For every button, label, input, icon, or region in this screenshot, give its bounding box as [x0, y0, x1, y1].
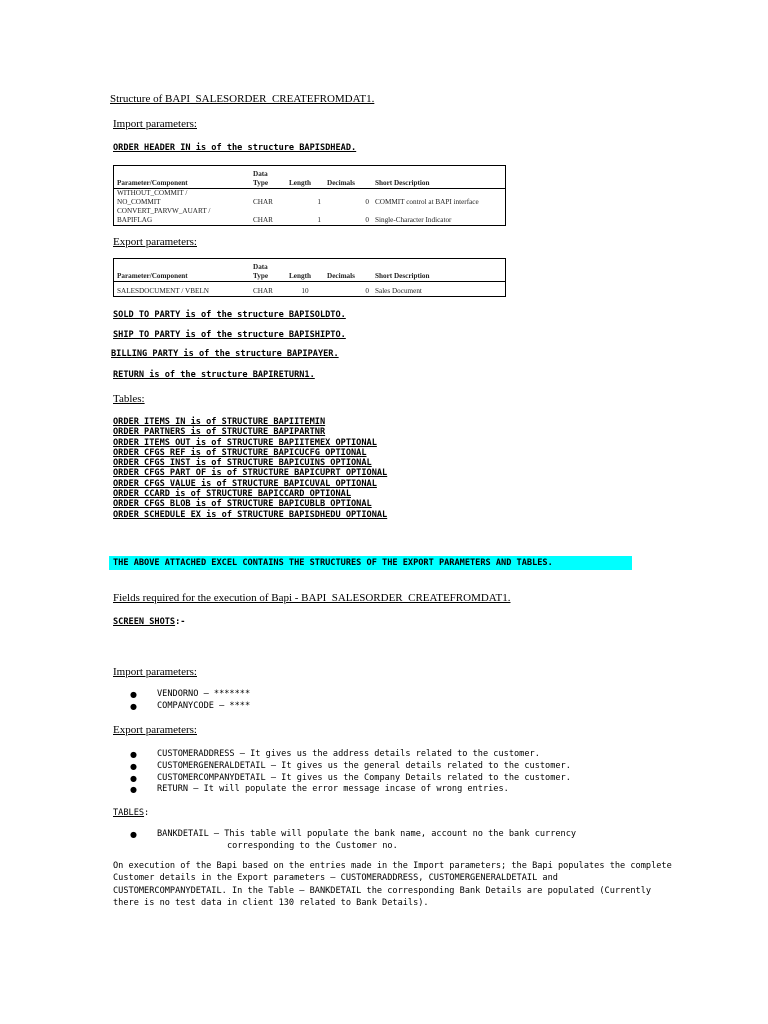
bullet-icon: ●: [130, 690, 137, 699]
export-parameters-heading-2: Export parameters:: [113, 724, 197, 736]
import-parameters-table: [113, 165, 506, 226]
bullet-icon: ●: [130, 750, 137, 759]
tables-heading-2: TABLES:: [113, 808, 150, 818]
tables-heading: Tables:: [113, 393, 145, 405]
bullet-icon: ●: [130, 830, 137, 839]
document-title: Structure of BAPI_SALESORDER_CREATEFROMDAT1.: [110, 93, 375, 105]
import-bullet-list: [130, 689, 250, 713]
list-item: ORDER_CFGS_VALUE is of STRUCTURE BAPICUVAL OPTIONAL: [113, 478, 377, 489]
list-item: ● CUSTOMERGENERALDETAIL – It gives us the general details related to the customer.: [130, 760, 571, 771]
bullet-icon: ●: [130, 785, 137, 795]
table-row: [114, 282, 506, 297]
header-decimals: Decimals: [324, 166, 372, 189]
structure-line: RETURN is of the structure BAPIRETURN1.: [113, 370, 315, 380]
import-parameters-heading: Import parameters:: [113, 118, 197, 130]
closing-paragraph: On execution of the Bapi based on the entries made in the Import parameters; the Bapi populates the complete Customer details in the Export parameters – CUSTOMERADDRESS, CUSTOMERGENERALDETAIL and CUSTOMERCOMPANYDETAIL. In the Table – BANKDETAIL the corresponding Bank Details are populated (Currently there is no test data in client 130 related to Bank Details).: [113, 861, 672, 909]
list-item: ORDER_SCHEDULE_EX is of STRUCTURE BAPISDHEDU OPTIONAL: [113, 509, 388, 520]
list-item: ● CUSTOMERCOMPANYDETAIL – It gives us the Company Details related to the customer.: [130, 772, 571, 783]
highlighted-note-text: THE ABOVE ATTACHED EXCEL CONTAINS THE STRUCTURES OF THE EXPORT PARAMETERS AND TABLES.: [113, 558, 553, 568]
list-item: ORDER_CFGS_PART_OF is of STRUCTURE BAPICUPRT OPTIONAL: [113, 468, 388, 479]
bullet-icon: ●: [130, 761, 137, 771]
row-decimals: 0: [365, 287, 369, 295]
list-item: ORDER_CCARD is of STRUCTURE BAPICCARD OPTIONAL: [113, 489, 351, 500]
row-type: CHAR: [253, 216, 273, 224]
list-item: ● VENDORNO – *******: [130, 689, 251, 699]
row-length: 1: [317, 216, 321, 224]
row-desc: COMMIT control at BAPI interface: [375, 198, 479, 206]
header-type: Data Type: [250, 166, 286, 189]
header-desc: Short Description: [372, 259, 506, 282]
row-length: 10: [301, 287, 309, 295]
tables-bullet-list: [130, 829, 576, 841]
export-parameters-table: [113, 258, 506, 297]
highlighted-note: [109, 556, 632, 570]
header-desc: Short Description: [372, 166, 506, 189]
list-item: ORDER_CFGS_BLOB is of STRUCTURE BAPICUBLB OPTIONAL: [113, 499, 372, 510]
row-type: CHAR: [253, 287, 273, 295]
header-type: Data Type: [250, 259, 286, 282]
header-param: Parameter/Component: [114, 259, 251, 282]
table-header-row: [114, 166, 506, 189]
row-param: WITHOUT_COMMIT / NO_COMMIT: [117, 189, 188, 206]
row-length: 1: [317, 198, 321, 206]
bullet-icon: ●: [130, 773, 137, 783]
header-length: Length: [286, 166, 324, 189]
list-item: ● CUSTOMERADDRESS – It gives us the address details related to the customer.: [130, 749, 540, 759]
table-row: [114, 189, 506, 208]
list-item: ORDER_ITEMS_OUT is of STRUCTURE BAPIITEMEX OPTIONAL: [113, 437, 377, 448]
list-item: ● RETURN – It will populate the error message incase of wrong entries.: [130, 784, 509, 795]
bullet-icon: ●: [130, 701, 137, 711]
row-param: CONVERT_PARVW_AUART / BAPIFLAG: [117, 207, 211, 224]
table-row: [114, 207, 506, 226]
table-header-row: [114, 259, 506, 282]
import-parameters-heading-2: Import parameters:: [113, 666, 197, 678]
row-desc: Sales Document: [375, 287, 422, 295]
header-decimals: Decimals: [324, 259, 372, 282]
order-header-line: ORDER_HEADER_IN is of the structure BAPISDHEAD.: [113, 143, 357, 153]
list-item: ORDER_ITEMS_IN is of STRUCTURE BAPIITEMIN: [113, 417, 326, 427]
row-param: SALESDOCUMENT / VBELN: [117, 287, 209, 295]
structure-line: SHIP_TO_PARTY is of the structure BAPISHIPTO.: [113, 330, 346, 340]
export-bullet-list: [130, 749, 571, 796]
bankdetail-continuation: corresponding to the Customer no.: [227, 841, 398, 851]
list-item: ORDER_PARTNERS is of STRUCTURE BAPIPARTNR: [113, 427, 326, 438]
row-decimals: 0: [365, 216, 369, 224]
list-item: ORDER_CFGS_REF is of STRUCTURE BAPICUCFG OPTIONAL: [113, 447, 367, 458]
structure-line: BILLING_PARTY is of the structure BAPIPAYER.: [111, 349, 339, 359]
header-param: Parameter/Component: [114, 166, 251, 189]
export-parameters-heading: Export parameters:: [113, 236, 197, 248]
list-item: ● BANKDETAIL – This table will populate the bank name, account no the bank currency: [130, 829, 577, 839]
list-item: ● COMPANYCODE – ****: [130, 700, 251, 711]
header-length: Length: [286, 259, 324, 282]
list-item: ORDER_CFGS_INST is of STRUCTURE BAPICUINS OPTIONAL: [113, 458, 372, 469]
row-desc: Single-Character Indicator: [375, 216, 452, 224]
structure-line: SOLD_TO_PARTY is of the structure BAPISOLDTO.: [113, 310, 346, 320]
fields-required-heading: Fields required for the execution of Bapi - BAPI_SALESORDER_CREATEFROMDAT1.: [113, 592, 511, 604]
screenshots-label: SCREEN SHOTS:-: [113, 617, 186, 627]
row-decimals: 0: [365, 198, 369, 206]
table-structures-list: [113, 417, 387, 520]
row-type: CHAR: [253, 198, 273, 206]
